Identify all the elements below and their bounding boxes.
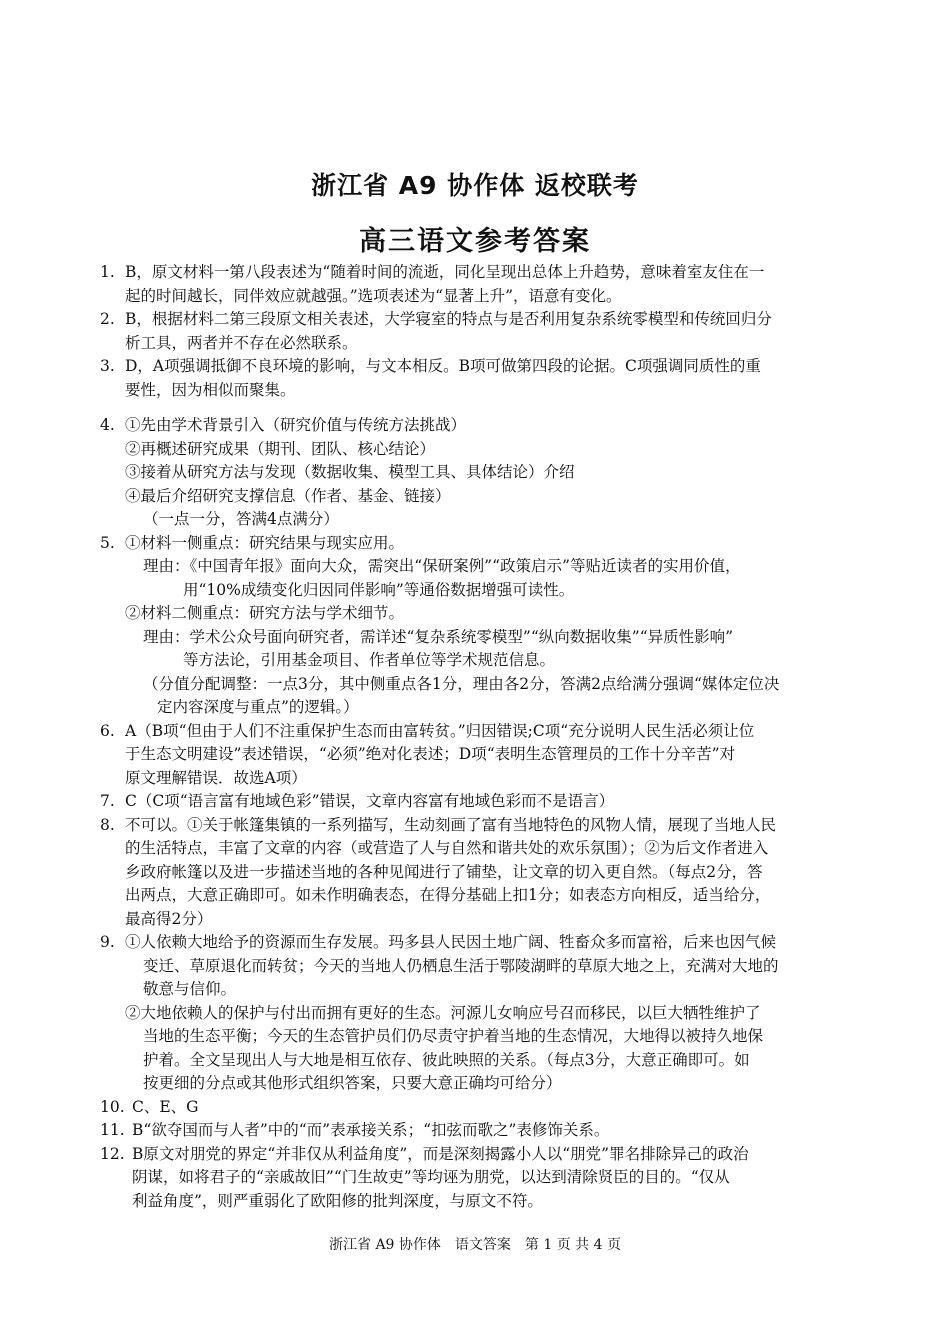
answer-line: 用“10%成绩变化归因同伴影响”等通俗数据增强可读性。 xyxy=(183,580,575,599)
answer-line: B，原文材料一第八段表述为“随着时间的流逝，同化呈现出总体上升趋势，意味着室友住在一 xyxy=(125,263,765,281)
answer-line: ④最后介绍研究支撑信息（作者、基金、链接） xyxy=(125,486,451,505)
answer-line: A（B项“但由于人们不注重保护生态而由富转贫。”归因错误;C项“充分说明人民生活必须让位 xyxy=(125,721,755,740)
answer-line: 利益角度”，则严重弱化了欧阳修的批判深度，与原文不符。 xyxy=(132,1191,543,1210)
answer-line: 最高得2分） xyxy=(125,909,213,928)
answer-line: C（C项“语言富有地域色彩”错误，文章内容富有地域色彩而不是语言） xyxy=(125,792,615,810)
answer-line: 于生态文明建设”表述错误，“必须”绝对化表述；D项“表明生态管理员的工作十分辛苦”对 xyxy=(125,745,736,763)
answer-line: （一点一分，答满4点满分） xyxy=(143,510,339,528)
answer-key-title: 高三语文参考答案 xyxy=(359,226,591,257)
answer-line: 理由：学术公众号面向研究者，需详述“复杂系统零模型”“纵向数据收集”“异质性影响” xyxy=(143,627,734,646)
answer-line: 原文理解错误．故选A项） xyxy=(125,768,307,787)
answer-line: 起的时间越长，同伴效应就越强。”选项表述为“显著上升”，语意有变化。 xyxy=(125,286,622,305)
answer-line: 理由：《中国青年报》面向大众，需突出“保研案例”“政策启示”等贴近读者的实用价值， xyxy=(143,557,741,575)
answer-line: 等方法论，引用基金项目、作者单位等学术规范信息。 xyxy=(183,651,556,669)
answer-line: ①先由学术背景引入（研究价值与传统方法挑战） xyxy=(125,416,467,434)
answer-line: B“欲夺国而与人者”中的“而”表承接关系；“扣弦而歌之”表修饰关系。 xyxy=(132,1121,610,1139)
answer-line: 敬意与信仰。 xyxy=(143,980,237,998)
answer-number: 9. xyxy=(100,933,115,951)
answer-line: 出两点，大意正确即可。如未作明确表态，在得分基础上扣1分；如表态方向相反，适当给分， xyxy=(125,886,771,904)
exam-title: 浙江省 A9 协作体 返校联考 xyxy=(311,171,639,200)
section-gap xyxy=(100,402,860,414)
answer-item-3 xyxy=(100,355,860,402)
answer-number: 4. xyxy=(100,416,115,434)
answer-item-9 xyxy=(100,931,860,1096)
answer-item-2 xyxy=(100,308,860,355)
answer-number: 3. xyxy=(100,357,115,375)
answer-list xyxy=(100,261,860,1213)
answer-item-4 xyxy=(100,414,860,532)
answer-item-7 xyxy=(100,790,860,814)
answer-line: 不可以。①关于帐篷集镇的一系列描写，生动刻画了富有当地特色的风物人情，展现了当地人民 xyxy=(125,815,777,834)
answer-item-1 xyxy=(100,261,860,308)
answer-number: 7. xyxy=(100,792,115,810)
answer-line: ②材料二侧重点：研究方法与学术细节。 xyxy=(125,604,405,622)
answer-line: ③接着从研究方法与发现（数据收集、模型工具、具体结论）介绍 xyxy=(125,463,575,481)
answer-item-10 xyxy=(100,1096,860,1120)
answer-line: 要性，因为相似而聚集。 xyxy=(125,380,296,399)
answer-line: ②大地依赖人的保护与付出而拥有更好的生态。河源儿女响应号召而移民，以巨大牺牲维护了 xyxy=(125,1003,761,1022)
answer-item-8 xyxy=(100,814,860,932)
answer-line: ①人依赖大地给予的资源而生存发展。玛多县人民因土地广阔、牲畜众多而富裕，后来也因气候 xyxy=(125,933,777,951)
answer-line: 析工具，两者并不存在必然联系。 xyxy=(125,333,358,352)
answer-line: 当地的生态平衡；今天的生态管护员们仍尽责守护着当地的生态情况，大地得以被持久地保 xyxy=(143,1027,764,1045)
answer-item-12 xyxy=(100,1143,860,1214)
answer-line: B原文对朋党的界定“并非仅从利益角度”，而是深刻揭露小人以“朋党”罪名排除异己的政治 xyxy=(132,1144,749,1163)
answer-number: 5. xyxy=(100,533,115,552)
answer-number: 6. xyxy=(100,721,115,740)
answer-line: D，A项强调抵御不良环境的影响，与文本相反。B项可做第四段的论据。C项强调同质性的重 xyxy=(125,357,761,375)
answer-line: 定内容深度与重点”的逻辑。） xyxy=(157,698,359,716)
answer-item-5 xyxy=(100,532,860,720)
answer-number: 1. xyxy=(100,263,115,281)
answer-line: B，根据材料二第三段原文相关表述，大学寝室的特点与是否利用复杂系统零模型和传统回归分 xyxy=(125,310,772,328)
answer-line: 护着。全文呈现出人与大地是相互依存、彼此映照的关系。（每点3分，大意正确即可。如 xyxy=(143,1050,750,1069)
answer-number: 8. xyxy=(100,815,115,834)
answer-line: 的生活特点，丰富了文章的内容（或营造了人与自然和谐共处的欢乐氛围）；②为后文作者进入 xyxy=(125,839,769,857)
answer-item-11 xyxy=(100,1119,860,1143)
answer-number: 10. xyxy=(100,1097,125,1116)
answer-line: 变迁、草原退化而转贫；今天的当地人仍栖息生活于鄂陵湖畔的草原大地之上，充满对大地的 xyxy=(143,956,779,975)
answer-line: ①材料一侧重点：研究结果与现实应用。 xyxy=(125,533,405,552)
answer-line: 乡政府帐篷以及进一步描述当地的各种见闻进行了铺垫，让文章的切入更自然。（每点2分，答 xyxy=(125,862,763,881)
answer-item-6 xyxy=(100,720,860,791)
answer-line: C、E、G xyxy=(132,1097,199,1116)
answer-line: 阴谋，如将君子的“亲戚故旧”“门生故吏”等均诬为朋党，以达到清除贤臣的目的。“仅从 xyxy=(132,1168,730,1186)
page-footer: 浙江省 A9 协作体 语文答案 第 1 页 共 4 页 xyxy=(329,1237,621,1253)
answer-line: （分值分配调整：一点3分，其中侧重点各1分，理由各2分，答满2点给满分强调“媒体定位决 xyxy=(143,674,780,693)
answer-number: 11. xyxy=(100,1121,125,1139)
answer-number: 2. xyxy=(100,310,115,328)
answer-line: 按更细的分点或其他形式组织答案，只要大意正确均可给分） xyxy=(143,1074,562,1092)
answer-number: 12. xyxy=(100,1144,125,1163)
answer-line: ②再概述研究成果（期刊、团队、核心结论） xyxy=(125,439,436,458)
